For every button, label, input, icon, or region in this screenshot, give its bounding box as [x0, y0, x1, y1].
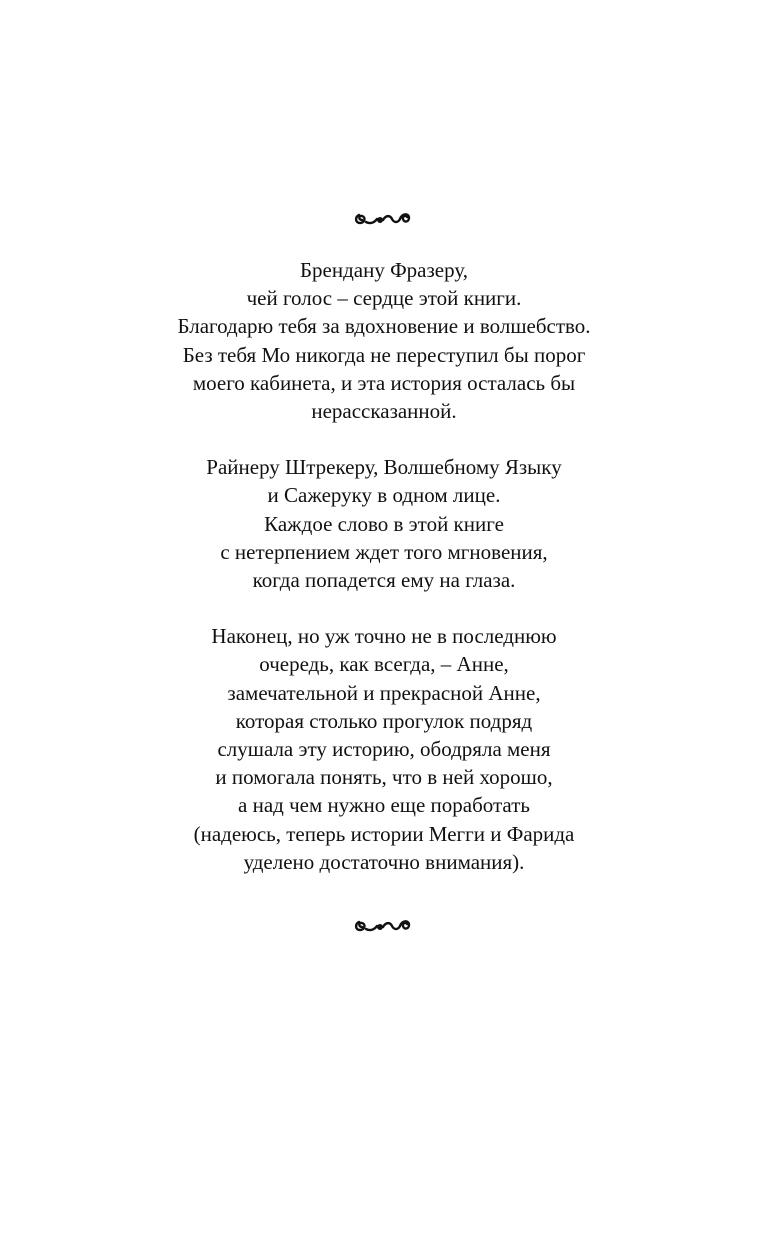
dedication-line: и помогала понять, что в ней хорошо,: [215, 765, 553, 790]
dedication-line: чей голос – сердце этой книги.: [246, 286, 522, 311]
dedication-line: и Сажеруку в одном лице.: [267, 483, 501, 508]
dedication-line: нерассказанной.: [311, 399, 457, 424]
dedication-text: [0, 256, 768, 876]
dedication-line: которая столько прогулок подряд: [235, 708, 533, 733]
dedication-stanza-1: [0, 256, 768, 425]
dedication-line: а над чем нужно еще поработать: [238, 793, 530, 818]
dedication-line: с нетерпением ждет того мгновения,: [220, 539, 548, 564]
dedication-line: (надеюсь, теперь истории Мегги и Фарида: [193, 821, 575, 846]
dedication-line: Каждое слово в этой книге: [264, 511, 504, 536]
dedication-line: очередь, как всегда, – Анне,: [259, 652, 509, 677]
dedication-line: Благодарю тебя за вдохновение и волшебство.: [177, 314, 591, 339]
bottom-flourish-icon: [0, 910, 768, 940]
dedication-stanza-3: [0, 622, 768, 876]
dedication-line: слушала эту историю, ободряла меня: [217, 737, 551, 762]
dedication-stanza-2: [0, 453, 768, 594]
top-flourish-icon: [0, 203, 768, 233]
dedication-line: уделено достаточно внимания).: [243, 849, 525, 874]
dedication-line: Без тебя Мо никогда не переступил бы порог: [182, 342, 586, 367]
dedication-line: когда попадется ему на глаза.: [252, 568, 516, 593]
dedication-line: Наконец, но уж точно не в последнюю: [211, 624, 557, 649]
dedication-line: Райнеру Штрекеру, Волшебному Языку: [206, 455, 562, 480]
dedication-line: моего кабинета, и эта история осталась бы: [192, 370, 576, 395]
dedication-line: Брендану Фразеру,: [299, 258, 468, 282]
dedication-line: замечательной и прекрасной Анне,: [227, 680, 541, 705]
